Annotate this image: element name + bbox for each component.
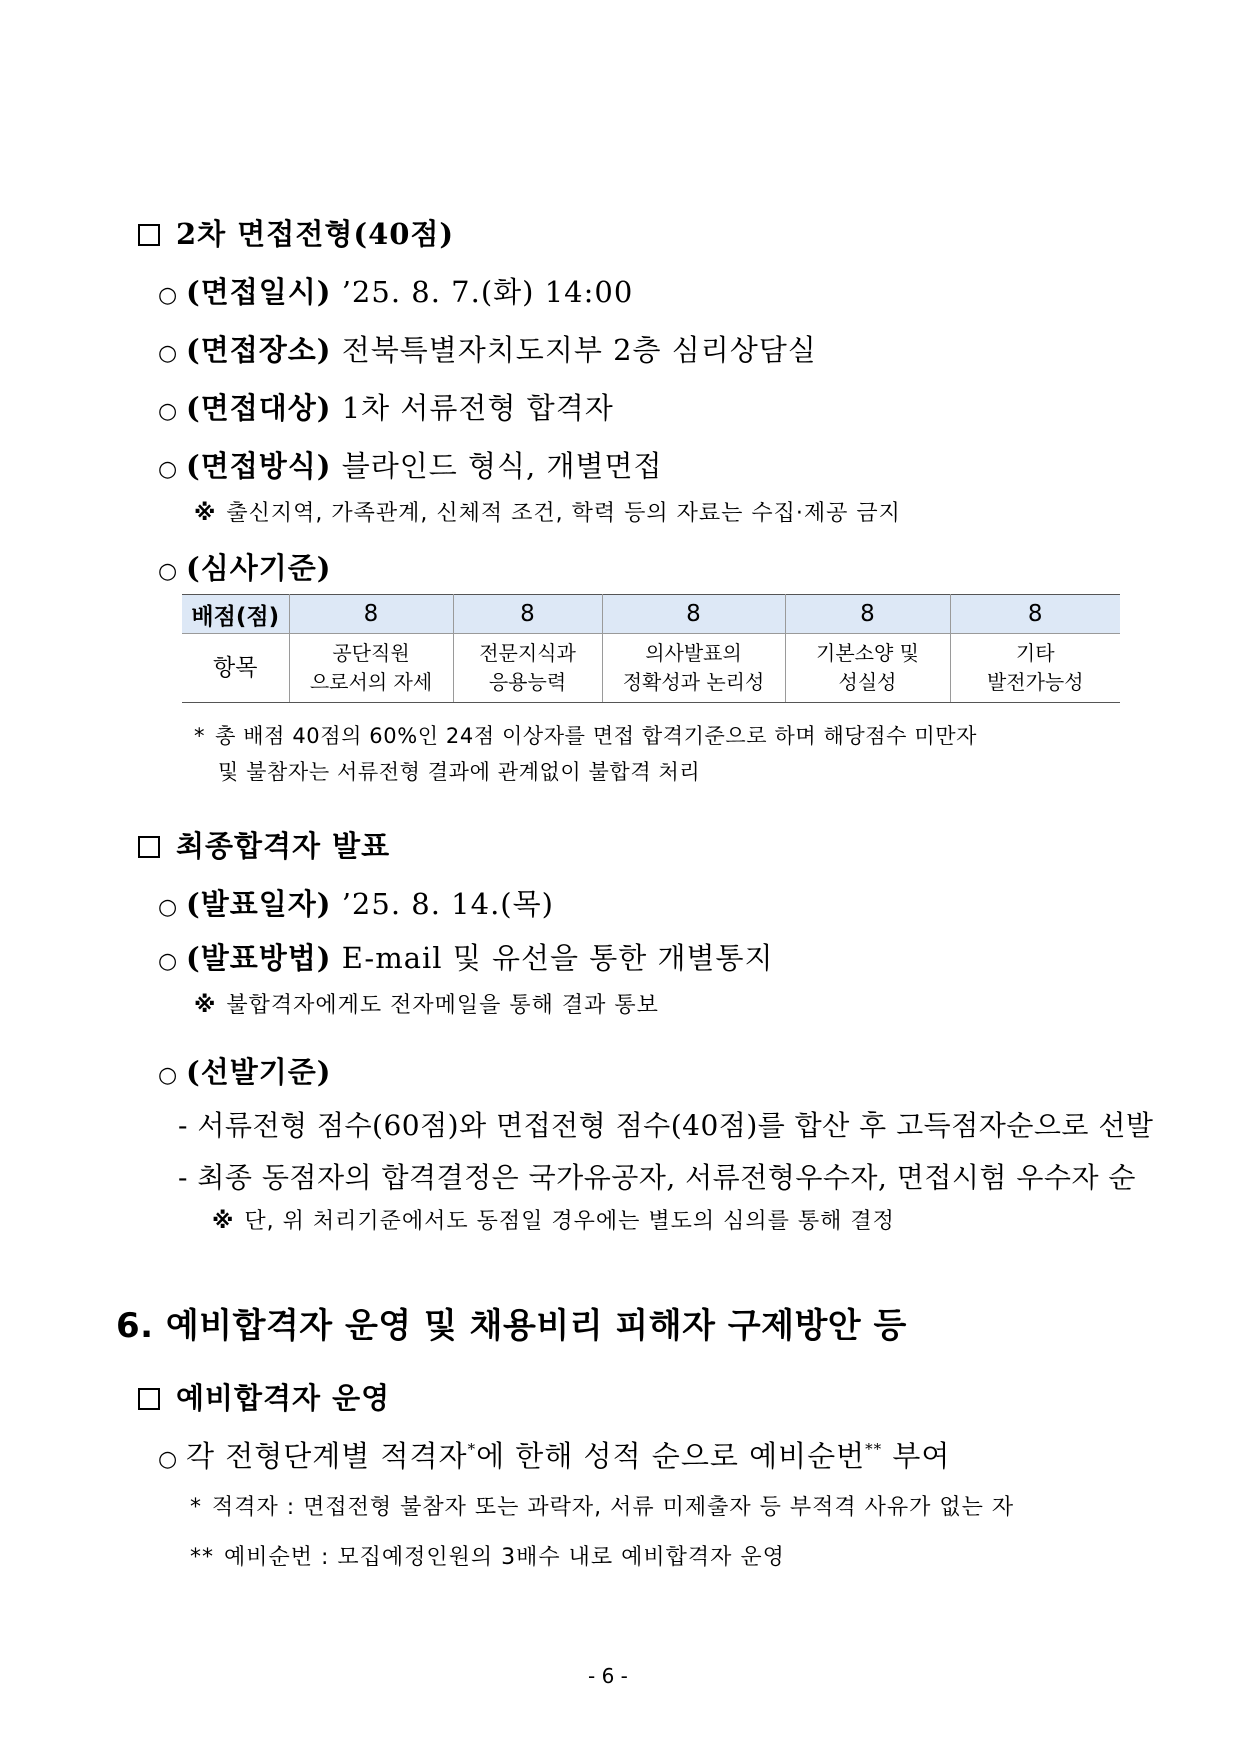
interview-target-value: 1차 서류전형 합격자 (331, 391, 614, 425)
interview-method-note: ※ 출신지역, 가족관계, 신체적 조건, 학력 등의 자료는 수집·제공 금지 (194, 501, 901, 526)
circle-bullet-icon: ○ (158, 399, 179, 424)
circle-bullet-icon: ○ (158, 1063, 179, 1088)
reserve-note-2: ** 예비순번 : 모집예정인원의 3배수 내로 예비합격자 운영 (190, 1545, 785, 1570)
announce-method-value: E-mail 및 유선을 통한 개별통지 (331, 941, 774, 975)
asterisk-mark-icon: * (194, 724, 206, 748)
table-item-cell: 기타 발전가능성 (950, 634, 1120, 703)
announce-method-line (158, 936, 774, 977)
reference-mark-icon: ※ (194, 501, 217, 526)
section-6-title: 6. 예비합격자 운영 및 채용비리 피해자 구제방안 등 (116, 1306, 907, 1346)
announce-method-label: (발표방법) (186, 941, 332, 975)
interview-date-value: ’25. 8. 7.(화) 14:00 (331, 275, 634, 309)
circle-bullet-icon: ○ (158, 283, 179, 308)
table-score-cell: 8 (785, 595, 950, 634)
selection-rule-2: - 최종 동점자의 합격결정은 국가유공자, 서류전형우수자, 면접시험 우수자 순 (178, 1161, 1136, 1194)
table-item-cell: 전문지식과 응용능력 (453, 634, 602, 703)
reserve-note-1: * 적격자 : 면접전형 불참자 또는 과락자, 서류 미제출자 등 부적격 사유가 없는 자 (190, 1495, 1015, 1520)
table-item-cell: 의사발표의 정확성과 논리성 (602, 634, 785, 703)
interview-target-label: (면접대상) (186, 391, 332, 425)
interview-method-line (158, 444, 663, 485)
reference-mark-icon: ※ (212, 1209, 235, 1234)
checkbox-square-icon (138, 836, 160, 858)
interview-place-value: 전북특별자치도지부 2층 심리상담실 (331, 333, 817, 367)
table-row (182, 634, 1120, 703)
criteria-label: (심사기준) (186, 551, 332, 585)
announce-method-note: ※ 불합격자에게도 전자메일을 통해 결과 통보 (194, 993, 659, 1018)
table-score-cell: 8 (602, 595, 785, 634)
criteria-line (158, 546, 332, 587)
announce-date-line (158, 882, 554, 923)
interview-place-label: (면접장소) (186, 333, 332, 367)
table-row-label: 항목 (182, 634, 289, 703)
asterisk-mark-icon: * (190, 1495, 202, 1520)
selection-criteria-line (158, 1050, 332, 1091)
announce-date-label: (발표일자) (186, 887, 332, 921)
selection-note: ※ 단, 위 처리기준에서도 동점일 경우에는 별도의 심의를 통해 결정 (212, 1209, 895, 1234)
table-score-cell: 8 (950, 595, 1120, 634)
interview-place-line (158, 328, 817, 369)
section-heading-final: 최종합격자 발표 (138, 824, 390, 865)
table-score-cell: 8 (289, 595, 453, 634)
interview-method-value: 블라인드 형식, 개별면접 (331, 449, 663, 483)
reference-mark-icon: ※ (194, 993, 217, 1018)
interview-method-label: (면접방식) (186, 449, 332, 483)
section-heading-reserve: 예비합격자 운영 (138, 1376, 390, 1417)
circle-bullet-icon: ○ (158, 341, 179, 366)
asterisk-mark-icon: ** (190, 1545, 214, 1570)
table-header-label: 배점(점) (182, 595, 289, 634)
interview-date-label: (면접일시) (186, 275, 332, 309)
table-item-cell: 기본소양 및 성실성 (785, 634, 950, 703)
circle-bullet-icon: ○ (158, 1447, 179, 1472)
page-number: - 6 - (588, 1664, 628, 1688)
selection-criteria-label: (선발기준) (186, 1055, 332, 1089)
circle-bullet-icon: ○ (158, 949, 179, 974)
table-score-cell: 8 (453, 595, 602, 634)
announce-date-value: ’25. 8. 14.(목) (331, 887, 554, 921)
section-heading-interview: 2차 면접전형(40점) (138, 212, 454, 253)
table-item-cell: 공단직원 으로서의 자세 (289, 634, 453, 703)
score-criteria-table (182, 594, 1120, 703)
interview-target-line (158, 386, 614, 427)
checkbox-square-icon (138, 224, 160, 246)
criteria-note-line-1: * 총 배점 40점의 60%인 24점 이상자를 면접 합격기준으로 하며 해당점수 미만자 (194, 724, 977, 748)
reserve-rule-line: ○ 각 전형단계별 적격자*에 한해 성적 순으로 예비순번** 부여 (158, 1439, 951, 1473)
circle-bullet-icon: ○ (158, 895, 179, 920)
checkbox-square-icon (138, 1388, 160, 1410)
circle-bullet-icon: ○ (158, 457, 179, 482)
interview-date-line (158, 270, 633, 311)
criteria-note-line-2: 및 불참자는 서류전형 결과에 관계없이 불합격 처리 (218, 760, 701, 784)
selection-rule-1: - 서류전형 점수(60점)와 면접전형 점수(40점)를 합산 후 고득점자순으로 선발 (178, 1109, 1154, 1142)
table-header-row (182, 595, 1120, 634)
circle-bullet-icon: ○ (158, 559, 179, 584)
